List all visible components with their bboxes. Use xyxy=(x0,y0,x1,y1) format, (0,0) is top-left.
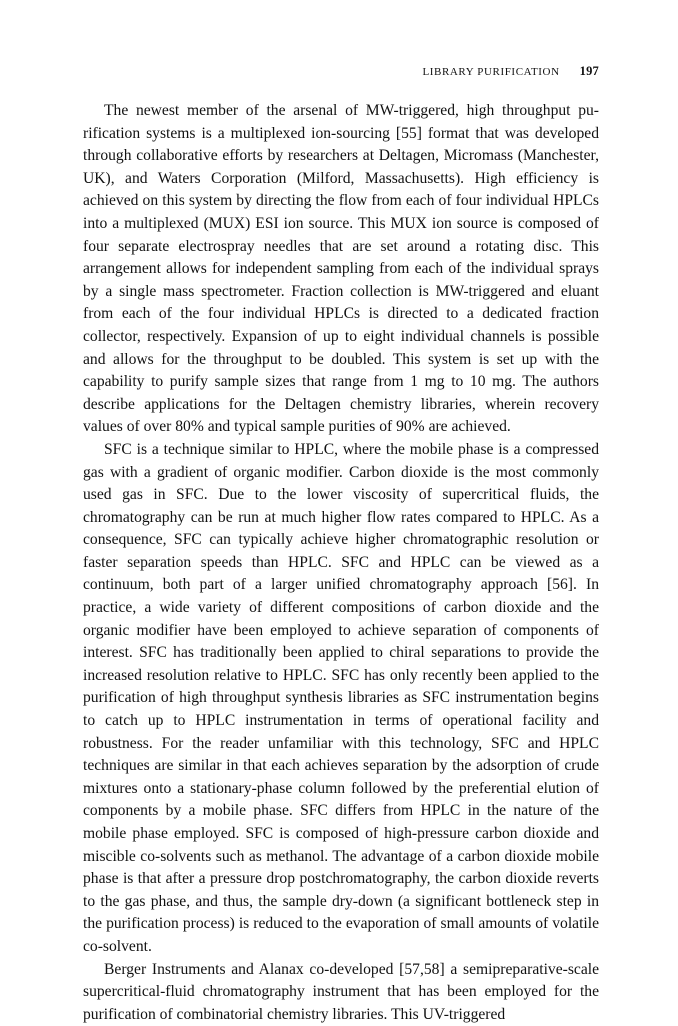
paragraph-2: SFC is a technique similar to HPLC, where the mobile phase is a compressed gas with a gradient of organic modifier. Carbon dioxide is the most commonly used gas in SFC. Due to the lower viscosity of supercritical fluids, the chromatography can be run at much higher flow rates compared to HPLC. As a consequence, SFC can typically achieve higher chromatographic resolution or faster separation speeds than HPLC. SFC and HPLC can be viewed as a continuum, both part of a larger unified chromatography approach [56]. In practice, a wide variety of different compositions of carbon dioxide and the organic modifier have been employed to achieve separation of components of interest. SFC has traditionally been applied to chiral separations to provide the increased resolution relative to HPLC. SFC has only recently been applied to the purification of high throughput synthesis libraries as SFC instrumentation begins to catch up to HPLC instrumentation in terms of operational facility and robustness. For the reader unfamiliar with this technology, SFC and HPLC techniques are similar in that each achieves separation by the adsorption of crude mixtures onto a stationary-phase column followed by the preferential elution of components by a mobile phase. SFC differs from HPLC in the nature of the mobile phase employed. SFC is composed of high-pressure carbon dioxide and miscible co-solvents such as methanol. The advantage of a carbon dioxide mobile phase is that after a pressure drop postchromatography, the carbon dioxide reverts to the gas phase, and thus, the sample dry-down (a significant bottleneck step in the purification process) is reduced to the evaporation of small amounts of volatile co-solvent. xyxy=(83,440,599,955)
running-header xyxy=(422,64,599,82)
page-number: 197 xyxy=(579,64,599,78)
paragraph-1: The newest member of the arsenal of MW-triggered, high throughput purification systems is a multiplexed ion-sourcing [55] format that was developed through collaborative efforts by researchers at Deltagen, Micromass (Manchester, UK), and Waters Corporation (Milford, Massachusetts). High efficiency is achieved on this system by directing the flow from each of four individual HPLCs into a multiplexed (MUX) ESI ion source. This MUX ion source is composed of four separate electrospray needles that are set around a rotating disc. This arrangement allows for independent sampling from each of the individual sprays by a single mass spectrometer. Fraction collection is MW-triggered and eluant from each of the four individual HPLCs is directed to a dedicated fraction collector, respectively. Expansion of up to eight individual channels is possible and allows for the throughput to be doubled. This system is set up with the capability to purify sample sizes that range from 1 mg to 10 mg. The authors describe applications for the Deltagen chemistry libraries, wherein recovery values of over 80% and typical sample purities of 90% are achieved. xyxy=(83,102,599,436)
paragraph-3: Berger Instruments and Alanax co-developed [57,58] a semipreparative-scale supercritical-fluid chromatography instrument that has been employed for the purification of combinatorial chemistry libraries. This UV-triggered xyxy=(83,960,599,1023)
book-page xyxy=(83,0,599,1024)
body-text xyxy=(83,100,599,1026)
running-title: LIBRARY PURIFICATION xyxy=(422,66,560,78)
